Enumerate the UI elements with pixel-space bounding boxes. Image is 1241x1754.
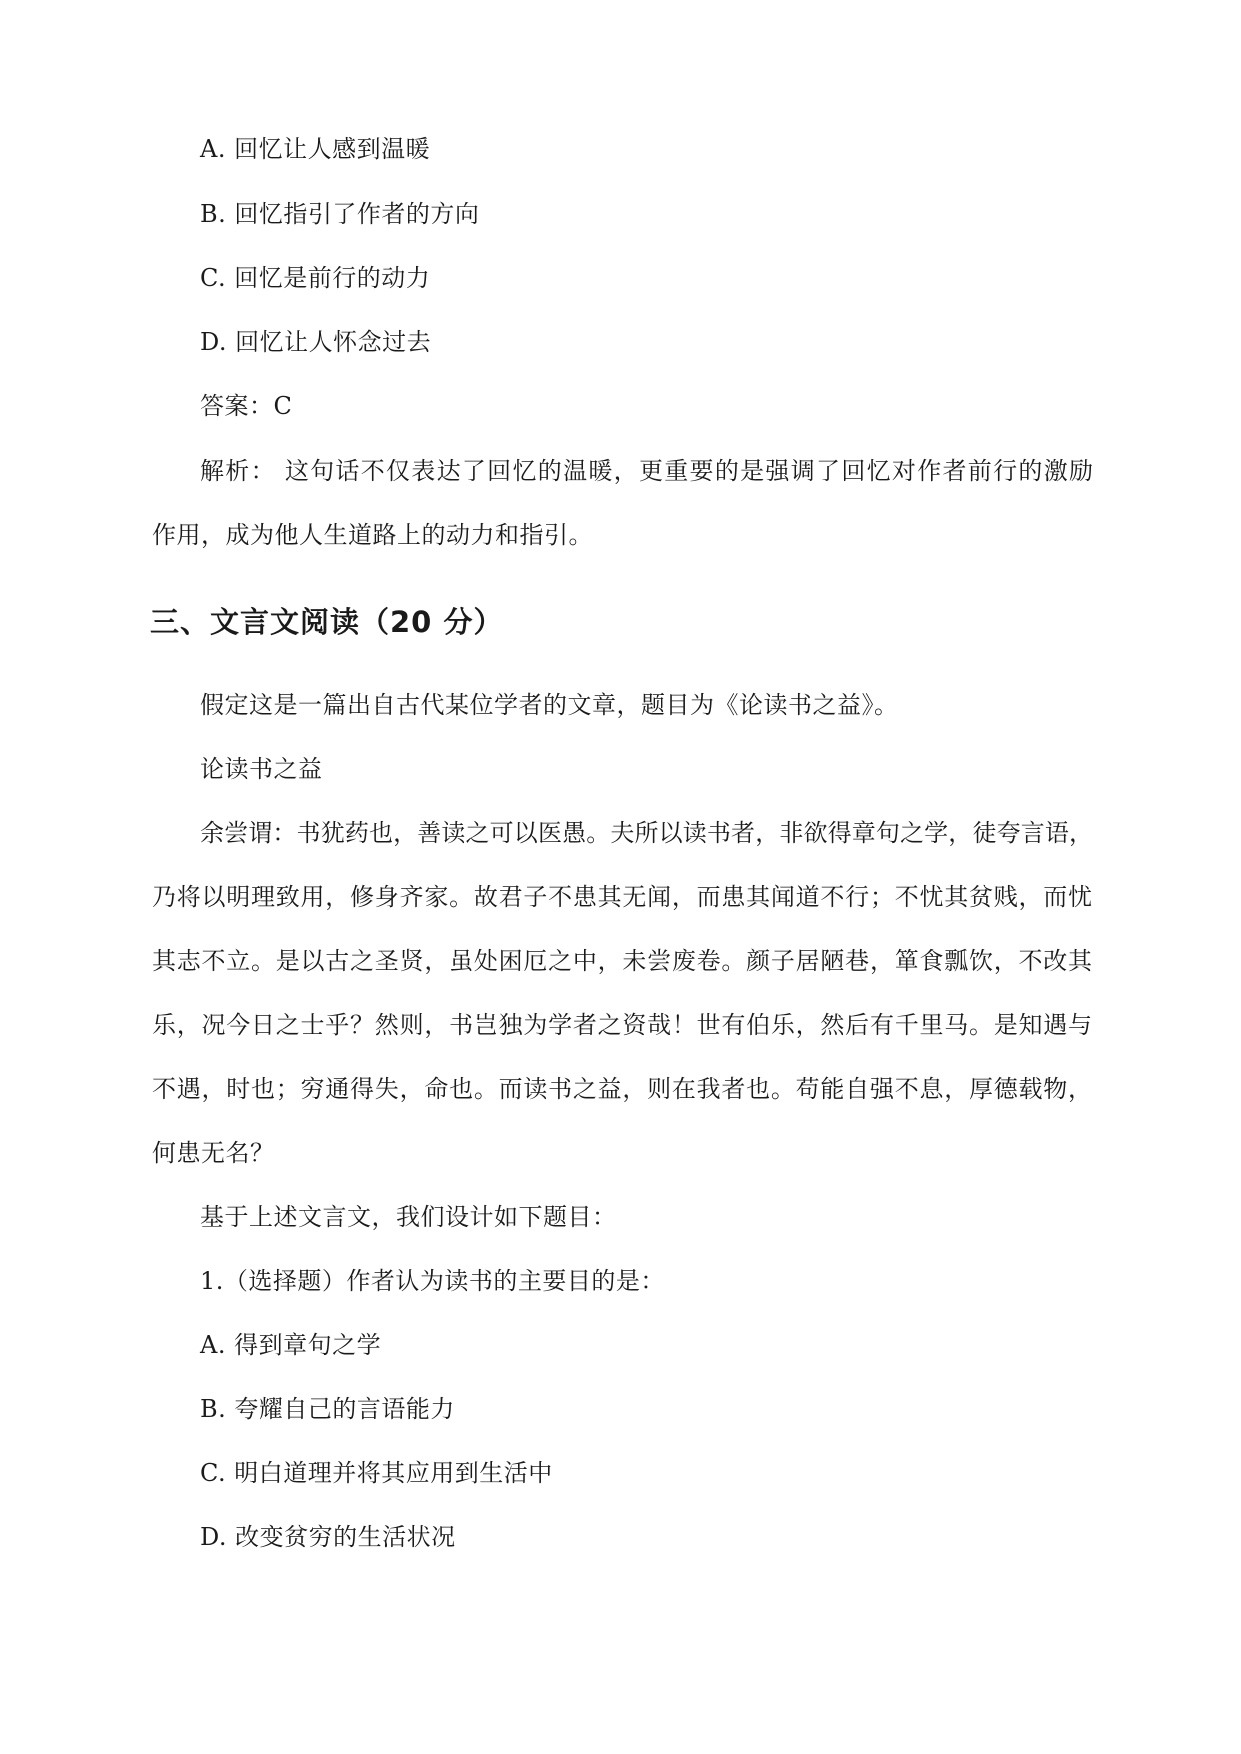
analysis-line-1: 解析： 这句话不仅表达了回忆的温暖，更重要的是强调了回忆对作者前行的激励 [200, 457, 1093, 485]
lead-in: 基于上述文言文，我们设计如下题目： [200, 1203, 617, 1231]
essay-line-6: 何患无名？ [152, 1139, 275, 1167]
q1-option-b: B. 夸耀自己的言语能力 [200, 1395, 455, 1423]
analysis-line-2: 作用，成为他人生道路上的动力和指引。 [152, 521, 593, 549]
q1-option-c: C. 明白道理并将其应用到生活中 [200, 1459, 553, 1487]
option-b: B. 回忆指引了作者的方向 [200, 200, 480, 228]
section-heading: 三、文言文阅读（20 分） [150, 605, 504, 639]
essay-line-2: 乃将以明理致用，修身齐家。故君子不患其无闻，而患其闻道不行；不忧其贫贱，而忧 [152, 883, 1092, 911]
essay-line-4: 乐，况今日之士乎？然则，书岂独为学者之资哉！世有伯乐，然后有千里马。是知遇与 [152, 1011, 1092, 1039]
answer-line: 答案：C [200, 392, 293, 420]
q1-option-a: A. 得到章句之学 [200, 1331, 382, 1359]
option-c: C. 回忆是前行的动力 [200, 264, 431, 292]
section-intro: 假定这是一篇出自古代某位学者的文章，题目为《论读书之益》。 [200, 691, 899, 719]
option-a: A. 回忆让人感到温暖 [200, 135, 431, 163]
question-1-stem: 1.（选择题）作者认为读书的主要目的是： [200, 1267, 665, 1295]
essay-line-1: 余尝谓：书犹药也，善读之可以医愚。夫所以读书者，非欲得章句之学，徒夸言语， [200, 819, 1093, 847]
essay-line-5: 不遇，时也；穷通得失，命也。而读书之益，则在我者也。苟能自强不息，厚德载物， [152, 1075, 1092, 1103]
essay-title: 论读书之益 [200, 755, 323, 783]
q1-option-d: D. 改变贫穷的生活状况 [200, 1523, 456, 1551]
option-d: D. 回忆让人怀念过去 [200, 328, 432, 356]
essay-line-3: 其志不立。是以古之圣贤，虽处困厄之中，未尝废卷。颜子居陋巷，箪食瓢饮，不改其 [152, 947, 1092, 975]
